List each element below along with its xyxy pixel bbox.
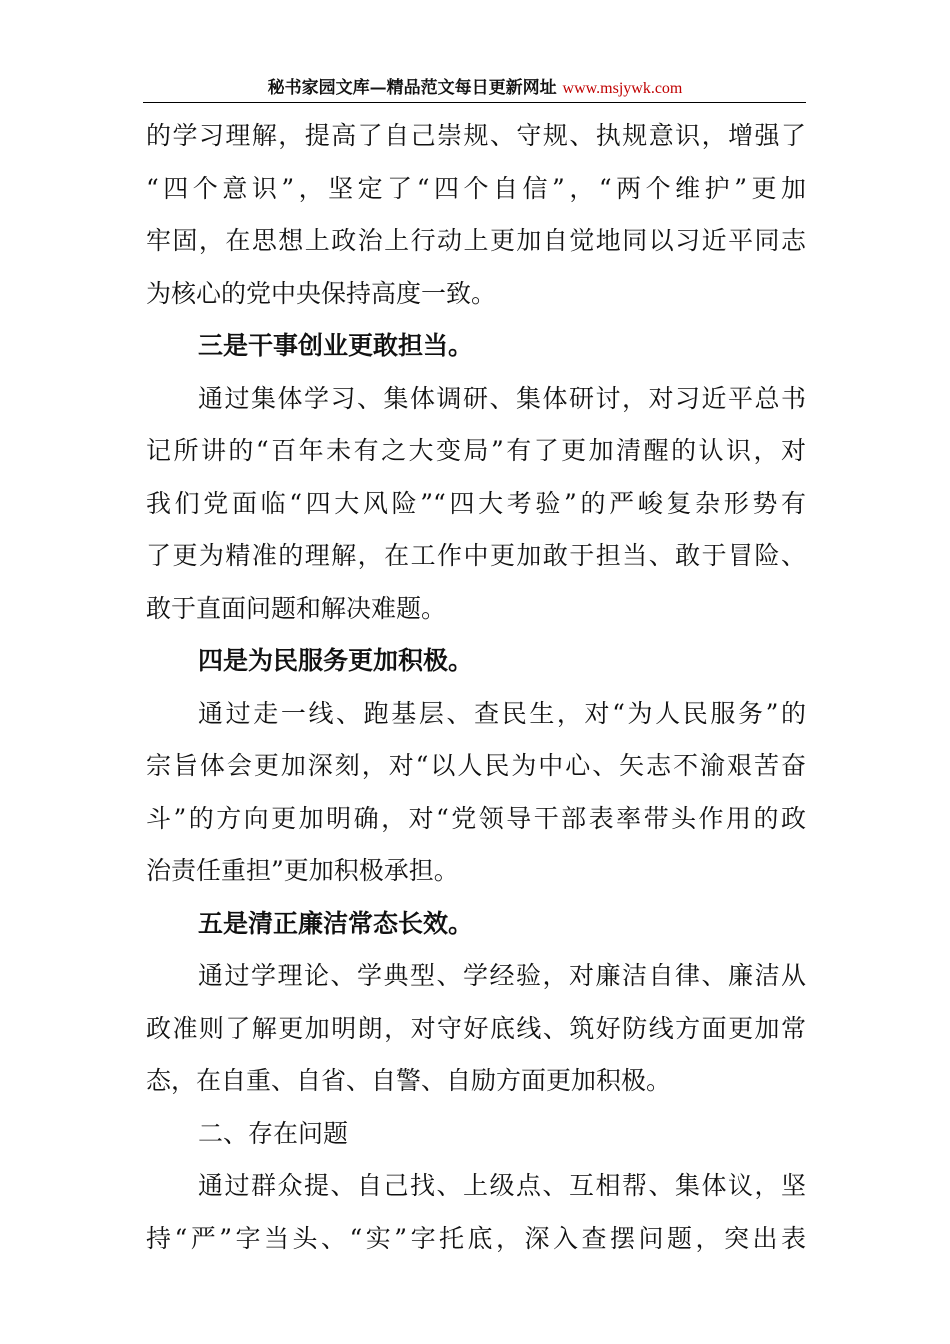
body-line: 斗”的方向更加明确，对“党领导干部表率带头作用的政 xyxy=(146,803,806,833)
body-line: 为核心的党中央保持高度一致。 xyxy=(146,278,497,308)
header-url[interactable]: www.msjywk.com xyxy=(562,80,683,97)
section-heading: 五是清正廉洁常态长效。 xyxy=(198,908,474,938)
body-line: 通过集体学习、集体调研、集体研讨，对习近平总书 xyxy=(198,383,806,413)
header-title: 秘书家园文库—精品范文每日更新网址 xyxy=(267,78,563,98)
body-line: 的学习理解，提高了自己崇规、守规、执规意识，增强了 xyxy=(146,121,806,150)
section-heading: 三是干事创业更敢担当。 xyxy=(198,331,474,360)
section-heading: 二、存在问题 xyxy=(198,1118,349,1148)
document-body xyxy=(146,110,806,1265)
body-line: 通过群众提、自己找、上级点、互相帮、集体议，坚 xyxy=(198,1171,806,1200)
body-line: 治责任重担”更加积极承担。 xyxy=(146,856,459,885)
body-line: 政准则了解更加明朗，对守好底线、筑好防线方面更加常 xyxy=(146,1013,806,1043)
body-line: 记所讲的“百年未有之大变局”有了更加清醒的认识，对 xyxy=(146,436,806,465)
body-line: 牢固，在思想上政治上行动上更加自觉地同以习近平同志 xyxy=(146,226,806,255)
body-line: 态，在自重、自省、自警、自励方面更加积极。 xyxy=(146,1066,672,1095)
body-line: 了更为精准的理解，在工作中更加敢于担当、敢于冒险、 xyxy=(146,541,806,570)
section-heading: 四是为民服务更加积极。 xyxy=(198,646,474,675)
body-line: 我们党面临“四大风险”“四大考验”的严峻复杂形势有 xyxy=(146,488,806,518)
header-divider xyxy=(143,102,806,103)
body-line: 持“严”字当头、“实”字托底，深入查摆问题，突出表 xyxy=(146,1223,806,1253)
body-line: 敢于直面问题和解决难题。 xyxy=(146,593,447,623)
body-line: 宗旨体会更加深刻，对“以人民为中心、矢志不渝艰苦奋 xyxy=(146,751,806,780)
body-line: 通过学理论、学典型、学经验，对廉洁自律、廉洁从 xyxy=(198,961,806,990)
page-header xyxy=(145,76,805,101)
body-line: “四个意识”，坚定了“四个自信”，“两个维护”更加 xyxy=(146,173,806,203)
body-line: 通过走一线、跑基层、查民生，对“为人民服务”的 xyxy=(198,698,806,728)
